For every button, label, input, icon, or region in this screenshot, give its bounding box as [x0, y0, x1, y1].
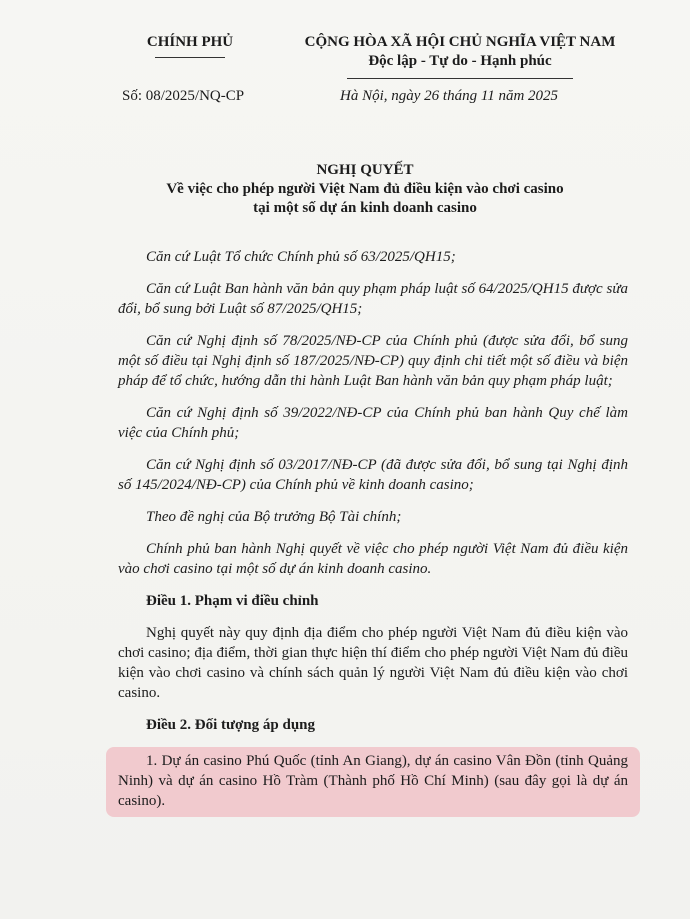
article-2-clause-1: 1. Dự án casino Phú Quốc (tỉnh An Giang), dự án casino Vân Đồn (tỉnh Quảng Ninh) và dự án casino Hồ Tràm (Thành phố Hồ Chí Minh) (sau đây gọi là dự án casino). — [118, 753, 628, 809]
highlighted-clause — [106, 747, 640, 817]
issuing-agency: CHÍNH PHỦ — [146, 34, 234, 50]
place-date: Hà Nội, ngày 26 tháng 11 năm 2025 — [340, 88, 559, 104]
document-subject-line-1: Về việc cho phép người Việt Nam đủ điều kiện vào chơi casino — [166, 181, 564, 197]
motto-underline — [347, 78, 573, 79]
article-1-heading: Điều 1. Phạm vi điều chỉnh — [146, 593, 319, 609]
document-number: Số: 08/2025/NQ-CP — [122, 88, 245, 104]
preamble-paragraph: Theo đề nghị của Bộ trưởng Bộ Tài chính; — [146, 509, 402, 525]
agency-underline — [155, 57, 225, 58]
preamble-paragraph: Căn cứ Nghị định số 03/2017/NĐ-CP (đã được sửa đổi, bổ sung tại Nghị định số 145/2024/NĐ-CP) của Chính phủ về kinh doanh casino; — [118, 457, 628, 493]
national-title-block — [290, 34, 630, 79]
preamble-paragraph: Căn cứ Luật Ban hành văn bản quy phạm pháp luật số 64/2025/QH15 được sửa đổi, bổ sung bởi Luật số 87/2025/QH15; — [118, 281, 628, 317]
republic-name: CỘNG HÒA XÃ HỘI CHỦ NGHĨA VIỆT NAM — [304, 34, 616, 50]
preamble-paragraph: Căn cứ Nghị định số 78/2025/NĐ-CP của Chính phủ (được sửa đổi, bổ sung một số điều tại Nghị định số 187/2025/NĐ-CP) quy định chi tiết một số điều và biện pháp để tổ chức, hướng dẫn thi hành Luật Ban hành văn bản quy phạm pháp luật; — [118, 333, 628, 389]
article-2-heading: Điều 2. Đối tượng áp dụng — [146, 717, 316, 733]
issuing-agency-block — [100, 34, 280, 58]
document-title — [110, 161, 620, 218]
preamble-paragraph: Căn cứ Luật Tổ chức Chính phủ số 63/2025/QH15; — [146, 249, 456, 265]
document-subject-line-2: tại một số dự án kinh doanh casino — [253, 200, 477, 216]
document-body — [118, 247, 628, 817]
preamble-paragraph: Căn cứ Nghị định số 39/2022/NĐ-CP của Chính phủ ban hành Quy chế làm việc của Chính phủ; — [118, 405, 628, 441]
preamble-paragraph: Chính phủ ban hành Nghị quyết về việc cho phép người Việt Nam đủ điều kiện vào chơi casino tại một số dự án kinh doanh casino. — [118, 541, 628, 577]
national-motto: Độc lập - Tự do - Hạnh phúc — [368, 53, 552, 69]
document-type: NGHỊ QUYẾT — [316, 162, 414, 178]
article-1-text: Nghị quyết này quy định địa điểm cho phép người Việt Nam đủ điều kiện vào chơi casino; địa điểm, thời gian thực hiện thí điểm cho phép người Việt Nam đủ điều kiện vào chơi casino và chính sách quản lý người Việt Nam đủ điều kiện vào chơi casino. — [118, 625, 628, 701]
